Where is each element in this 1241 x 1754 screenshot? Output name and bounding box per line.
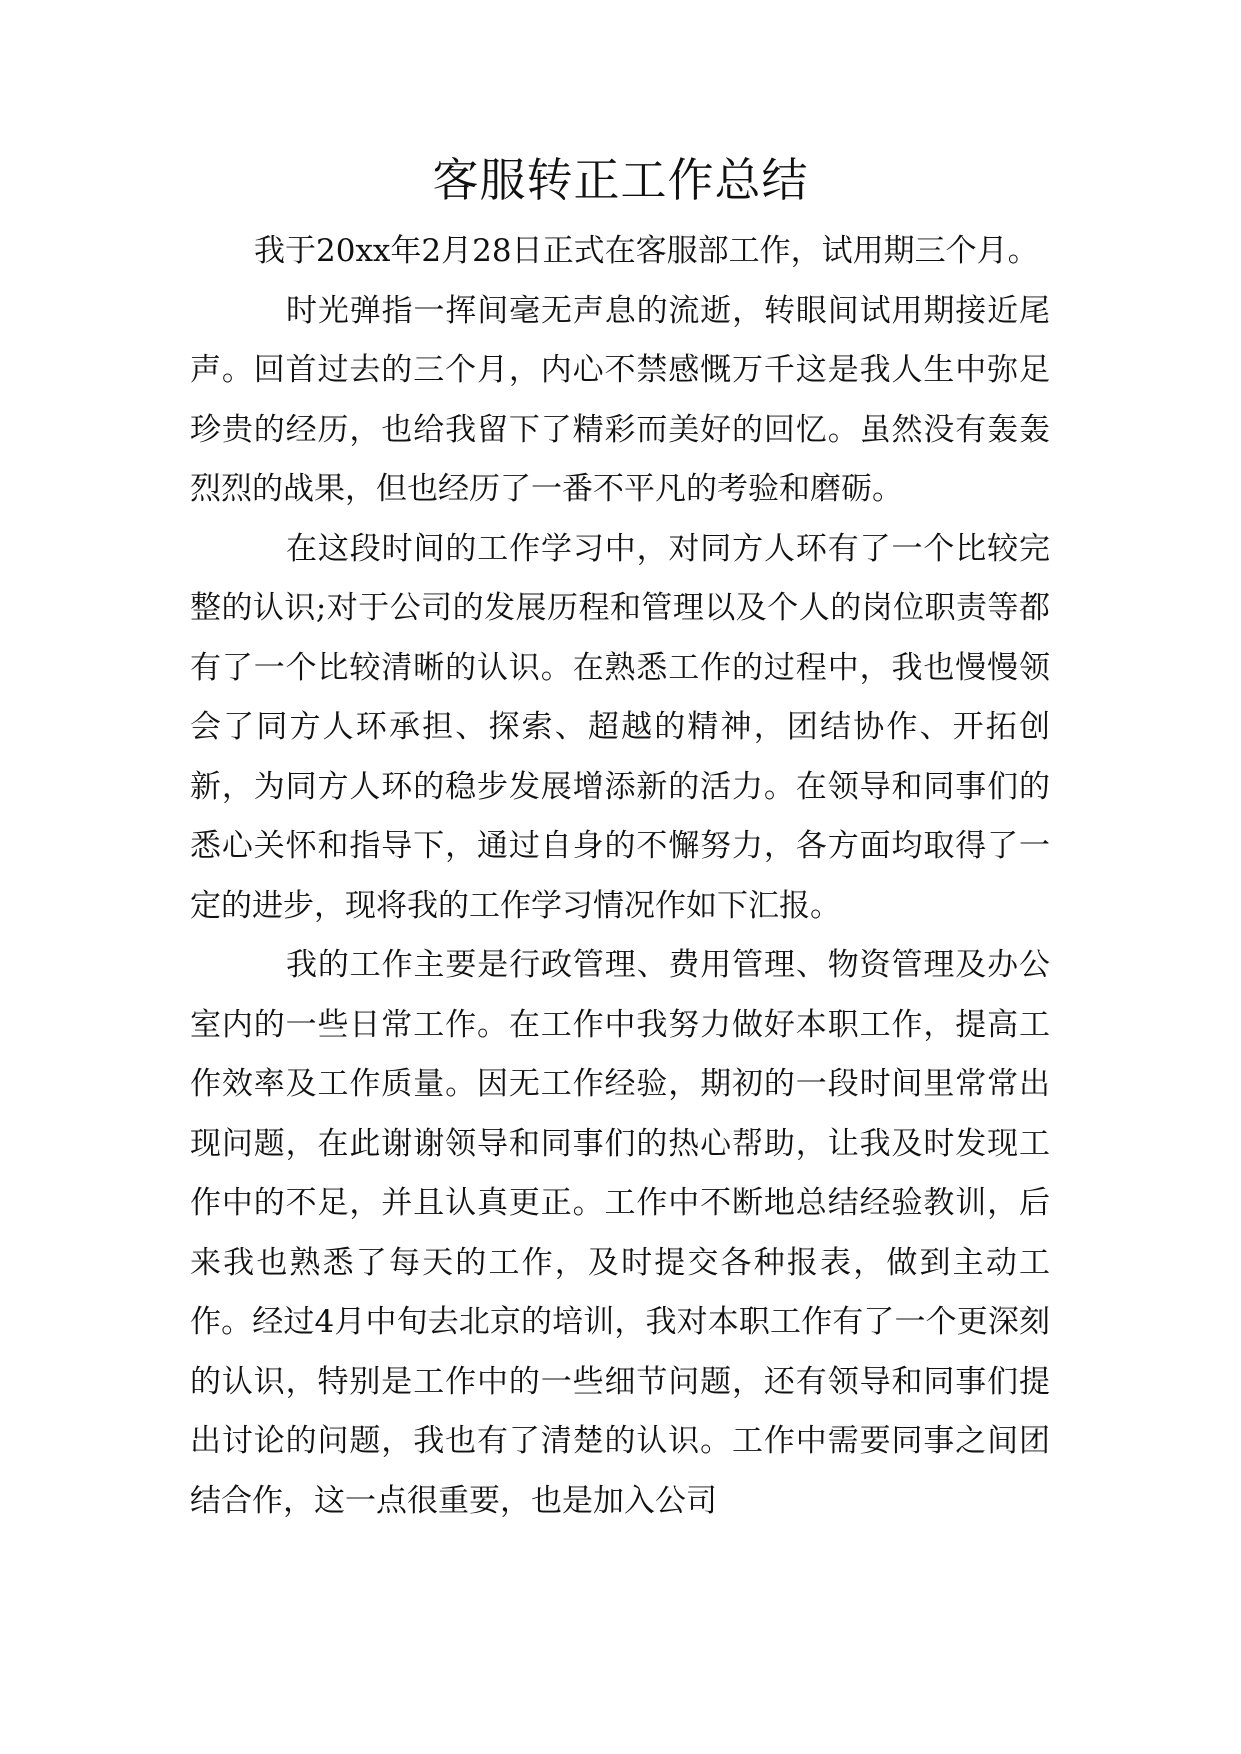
paragraph-3: 在这段时间的工作学习中，对同方人环有了一个比较完整的认识;对于公司的发展历程和管理以及个人的岗位职责等都有了一个比较清晰的认识。在熟悉工作的过程中，我也慢慢领会了同方人环承担、探索、超越的精神，团结协作、开拓创新，为同方人环的稳步发展增添新的活力。在领导和同事们的悉心关怀和指导下，通过自身的不懈努力，各方面均取得了一定的进步，现将我的工作学习情况作如下汇报。 <box>190 530 1050 924</box>
document-title: 客服转正工作总结 <box>432 153 809 207</box>
paragraph-1: 我于20xx年2月28日正式在客服部工作，试用期三个月。 <box>254 233 1039 269</box>
paragraph-2: 时光弹指一挥间毫无声息的流逝，转眼间试用期接近尾声。回首过去的三个月，内心不禁感慨万千这是我人生中弥足珍贵的经历，也给我留下了精彩而美好的回忆。虽然没有轰轰烈烈的战果，但也经历了一番不平凡的考验和磨砺。 <box>190 292 1050 507</box>
paragraph-4: 我的工作主要是行政管理、费用管理、物资管理及办公室内的一些日常工作。在工作中我努力做好本职工作，提高工作效率及工作质量。因无工作经验，期初的一段时间里常常出现问题，在此谢谢领导和同事们的热心帮助，让我及时发现工作中的不足，并且认真更正。工作中不断地总结经验教训，后来我也熟悉了每天的工作，及时提交各种报表，做到主动工作。经过4月中旬去北京的培训，我对本职工作有了一个更深刻的认识，特别是工作中的一些细节问题，还有领导和同事们提出讨论的问题，我也有了清楚的认识。工作中需要同事之间团结合作，这一点很重要，也是加入公司 <box>190 947 1050 1519</box>
document-body <box>190 222 1050 1531</box>
